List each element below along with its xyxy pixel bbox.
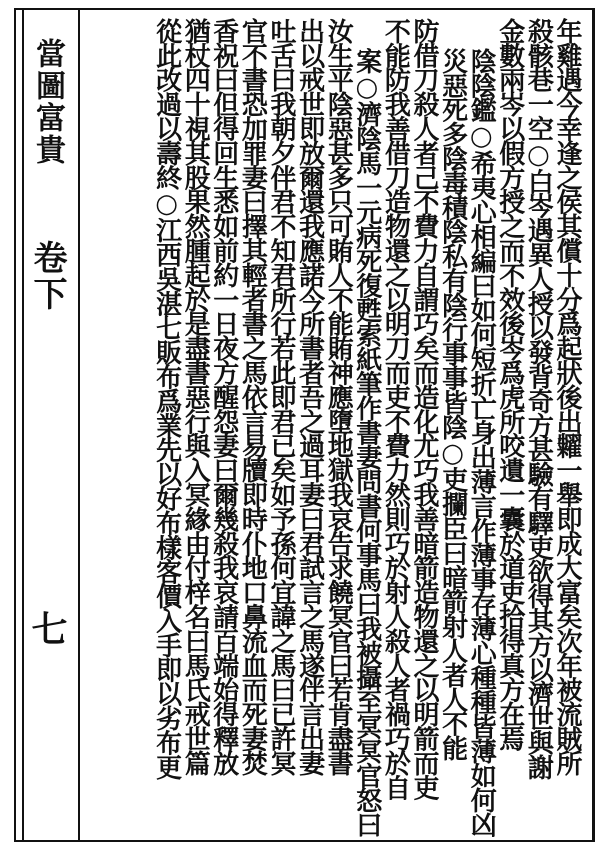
text-column: 汝生平陰惡甚多只可賄人不能賄神應墮地獄我哀告求饒冥官曰若肯盡書	[323, 18, 354, 775]
text-column: 吐舌曰我朝夕伴君不知君所行若此即君已矣如予孫何宜諱之馬曰已許冥	[266, 18, 296, 775]
text-column: 殺骸巷一空○白岑遇異人授以發背奇方甚驗有驛吏欲得其方以濟世與謝	[523, 18, 554, 779]
text-column: 案○濟陰馬一元病死復甦索紙筆作書妻問書何事馬曰我被攝至冥冥官怒曰	[351, 48, 382, 836]
folio-number: 七	[26, 610, 68, 648]
text-body	[80, 10, 592, 840]
frame-right-border	[592, 8, 595, 842]
text-column: 猶杖四十視其股果然腫起於是盡書惡行與入冥緣由付梓名曰馬氏戒世篇	[180, 18, 211, 775]
text-column: 出以戒世即放爾還我應諾今所書者吾之過耳妻曰君試言之馬遂伴言出妻	[294, 18, 325, 775]
text-column: 不能防我善借刀造物還之以明刀而吏不費力然則巧於射人殺人者禍巧於自	[380, 18, 411, 799]
margin-column	[16, 10, 78, 840]
text-column: 從此改過以壽終○江西吳湛七販布爲業先以好布樣客價入手即以劣布更	[151, 18, 182, 779]
frame-bottom-border	[16, 840, 594, 842]
text-column: 香祝曰但得回生悉如前約一日夜方醒怨妻曰爾幾殺我哀請百端始得釋放	[208, 18, 239, 775]
text-column: 年雞遇今幸逢之侯其償十分爲起狀後出糶一舉即成大富矣次年被流賊所	[552, 18, 582, 775]
text-column: 災惡死多陰毒積陰私有陰行事事皆陰○吏攔臣曰暗箭射人者人不能	[437, 48, 468, 760]
volume-label: 卷下	[27, 240, 67, 312]
text-column: 陰陰鑑○希夷心相編曰如何短折亡身出薄言作薄事存薄心種種皆薄如何凶	[466, 48, 497, 836]
text-column: 防借刀殺人者己不費力自謂巧矣而造化尤巧我善暗箭造物還之以明箭而吏	[409, 18, 439, 799]
text-column: 金數兩岑以假方授之而不效後岑爲虎所咬遺一囊於道吏拾得真方在焉	[494, 18, 525, 751]
book-title: 當圖富貴	[30, 38, 65, 166]
text-column: 官不書恐加罪妻曰擇其輕者書之馬依言易牘即時仆地口鼻流血而死妻焚	[237, 18, 268, 775]
margin-inner-line	[22, 10, 24, 840]
